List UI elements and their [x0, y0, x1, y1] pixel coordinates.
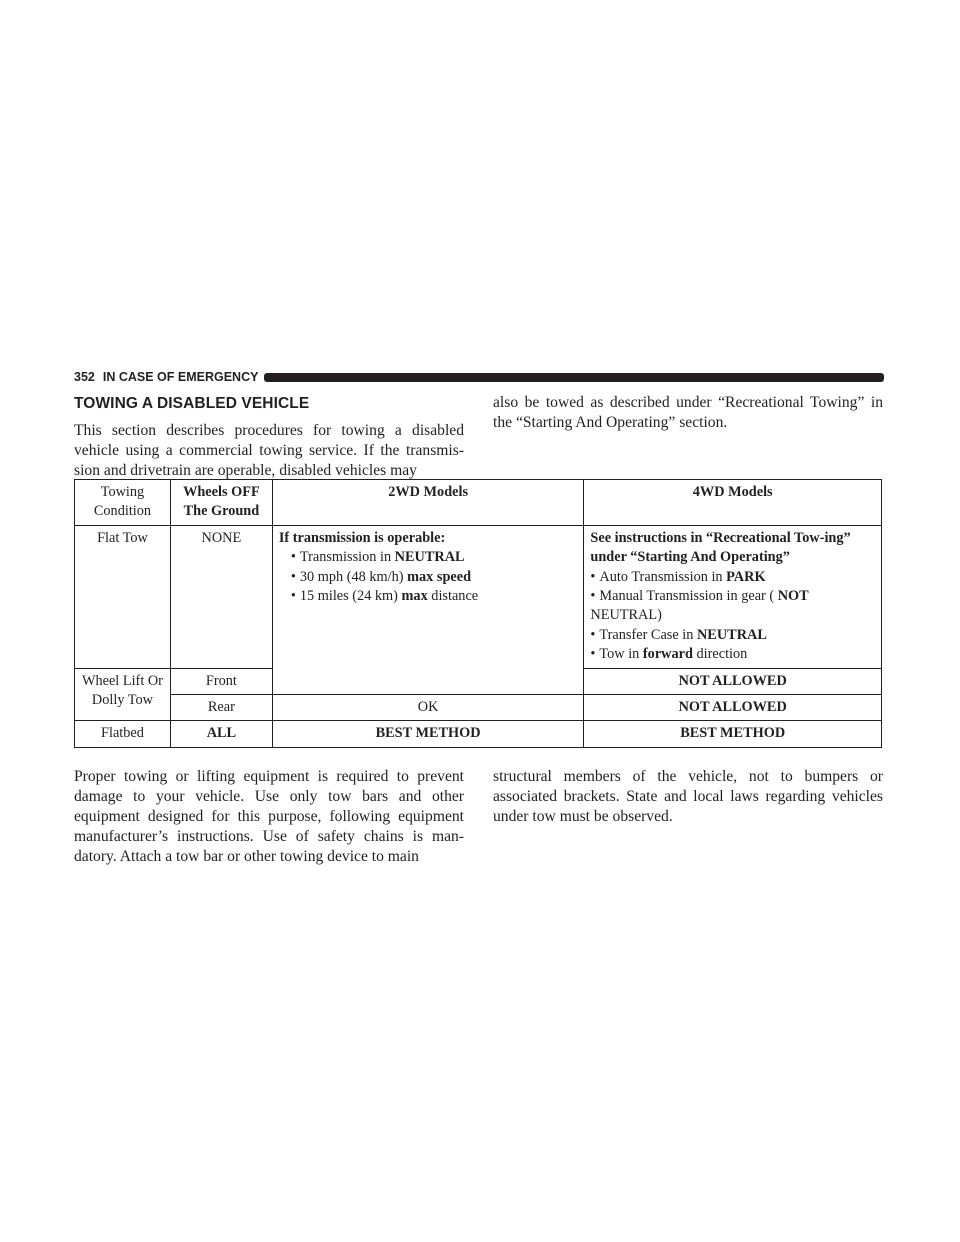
section-name: IN CASE OF EMERGENCY [102, 370, 259, 384]
list-item: • Manual Transmission in gear ( NOT NEUTRAL) [590, 588, 809, 624]
cell-wheel-lift-rear: Rear [170, 695, 272, 721]
page-header [74, 369, 884, 385]
header-rule [264, 373, 884, 382]
page-number: 352 [74, 370, 95, 384]
list-item: • 15 miles (24 km) max distance [290, 588, 479, 605]
header-wheels-off: Wheels OFF The Ground [170, 480, 272, 526]
cell-rear-2wd: OK [272, 695, 584, 721]
intro-paragraph-right: also be towed as described under “Recreational Towing” in the “Starting And Operating” section. [493, 394, 883, 431]
closing-paragraph-right: structural members of the vehicle, not to bumpers or associated brackets. State and local laws regarding vehicles under tow must be observed. [493, 768, 883, 825]
table-header-row [75, 480, 882, 526]
list-item: • Transfer Case in NEUTRAL [590, 626, 767, 643]
closing-left-column [74, 767, 464, 867]
cell-front-4wd: NOT ALLOWED [584, 668, 882, 694]
list-item: • Transmission in NEUTRAL [290, 549, 465, 566]
cell-rear-4wd: NOT ALLOWED [584, 695, 882, 721]
header-2wd: 2WD Models [272, 480, 584, 526]
list-item: • Tow in forward direction [590, 646, 748, 663]
cell-wheel-lift: Wheel Lift Or Dolly Tow [75, 668, 171, 721]
two-wd-list [279, 548, 578, 606]
cell-flat-tow-wheels: NONE [170, 525, 272, 668]
header-towing-condition: Towing Condition [75, 480, 171, 526]
four-wd-heading: See instructions in “Recreational Tow-ing” under “Starting And Operating” [590, 529, 851, 566]
header-4wd: 4WD Models [584, 480, 882, 526]
table-row [75, 721, 882, 747]
cell-flat-tow-2wd [272, 525, 584, 694]
four-wd-list [590, 568, 875, 665]
cell-flatbed: Flatbed [75, 721, 171, 747]
towing-table [74, 479, 882, 748]
section-title: TOWING A DISABLED VEHICLE [74, 395, 310, 412]
intro-right-column [493, 393, 883, 433]
list-item: • 30 mph (48 km/h) max speed [290, 568, 472, 585]
cell-flatbed-4wd: BEST METHOD [584, 721, 882, 747]
cell-flat-tow-4wd [584, 525, 882, 668]
closing-right-column [493, 767, 883, 827]
intro-paragraph-left: This section describes procedures for towing a disabled vehicle using a commercial towing service. If the transmis-sion and drivetrain are operable, disabled vehicles may [74, 422, 464, 479]
intro-left-column [74, 393, 464, 481]
cell-wheel-lift-front: Front [170, 668, 272, 694]
closing-paragraph-left: Proper towing or lifting equipment is required to prevent damage to your vehicle. Use only tow bars and other equipment designed for this purpose, following equipment manufacturer’s instructions. Use of safety chains is man-datory. Attach a tow bar or other towing device to main [74, 768, 464, 865]
cell-flatbed-2wd: BEST METHOD [272, 721, 584, 747]
table-row [75, 525, 882, 668]
two-wd-heading: If transmission is operable: [278, 529, 446, 546]
list-item: • Auto Transmission in PARK [590, 568, 766, 585]
cell-flat-tow: Flat Tow [75, 525, 171, 668]
cell-flatbed-wheels: ALL [170, 721, 272, 747]
table-row [75, 695, 882, 721]
